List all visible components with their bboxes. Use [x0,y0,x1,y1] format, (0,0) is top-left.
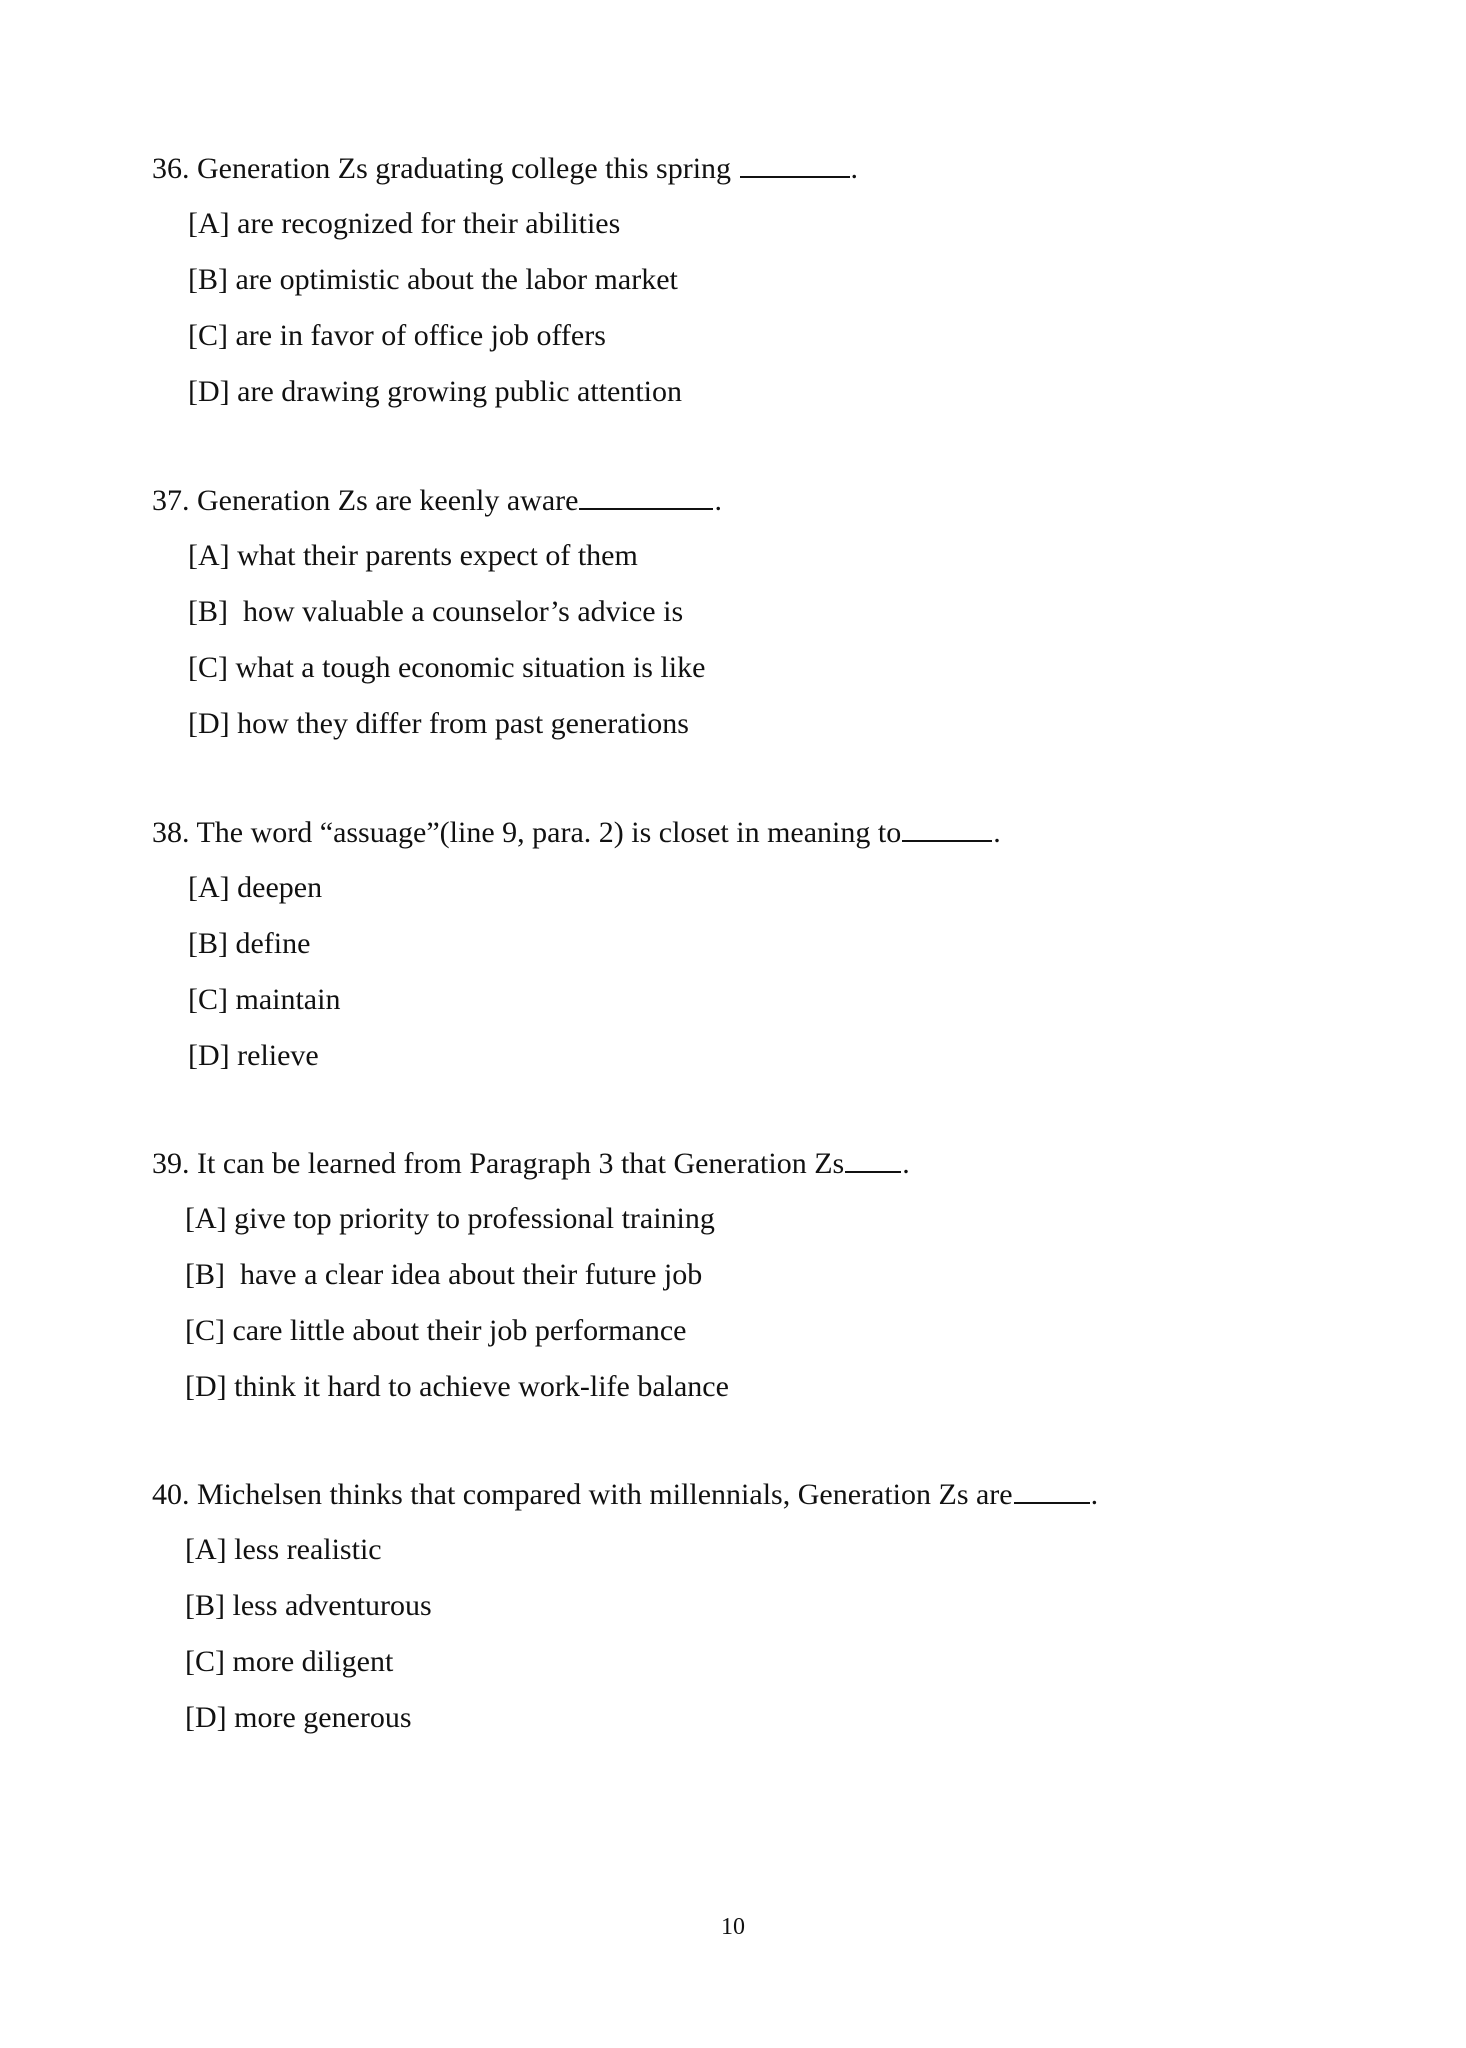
option-list [152,1530,1312,1738]
answer-blank [1014,1474,1090,1504]
option-b: [B] define [188,927,311,960]
option-a: [A] are recognized for their abilities [188,207,621,240]
option-b: [B] have a clear idea about their future job [185,1258,703,1291]
question-end: . [850,152,859,185]
page-number: 10 [721,1914,745,1940]
question-text: 40. Michelsen thinks that compared with millennials, Generation Zs are [152,1478,1013,1511]
option-list [152,204,1312,412]
question-end: . [993,816,1001,849]
question-end: . [1090,1478,1099,1511]
question-stem [152,812,1312,852]
option-b: [B] how valuable a counselor’s advice is [188,595,684,628]
option-d: [D] are drawing growing public attention [188,375,683,408]
option-a: [A] what their parents expect of them [188,539,638,572]
answer-blank [579,480,713,510]
question-39 [152,1143,1312,1407]
option-d: [D] more generous [185,1701,412,1734]
question-36 [152,148,1312,412]
option-d: [D] how they differ from past generations [188,707,689,740]
question-stem [152,1143,1312,1183]
question-stem [152,148,1312,188]
question-text: 37. Generation Zs are keenly aware [152,484,579,517]
option-a: [A] deepen [188,871,323,904]
question-end: . [714,484,722,517]
question-stem [152,480,1312,520]
option-c: [C] maintain [188,983,341,1016]
option-list [152,1199,1312,1407]
answer-blank [740,148,850,178]
question-text: 36. Generation Zs graduating college this spring [152,152,739,185]
option-d: [D] think it hard to achieve work-life balance [185,1370,729,1403]
option-c: [C] are in favor of office job offers [188,319,606,352]
answer-blank [902,812,992,842]
question-end: . [902,1147,910,1180]
question-37 [152,480,1312,744]
option-a: [A] less realistic [185,1533,382,1566]
option-c: [C] what a tough economic situation is like [188,651,706,684]
question-stem [152,1474,1312,1514]
option-b: [B] are optimistic about the labor market [188,263,678,296]
question-38 [152,812,1312,1076]
option-c: [C] care little about their job performance [185,1314,687,1347]
answer-blank [845,1143,901,1173]
question-40 [152,1474,1312,1738]
option-list [152,536,1312,744]
option-list [152,868,1312,1076]
option-d: [D] relieve [188,1039,319,1072]
option-a: [A] give top priority to professional training [185,1202,715,1235]
option-c: [C] more diligent [185,1645,394,1678]
question-text: 39. It can be learned from Paragraph 3 that Generation Zs [152,1147,845,1180]
question-text: 38. The word “assuage”(line 9, para. 2) is closet in meaning to [152,816,902,849]
option-b: [B] less adventurous [185,1589,432,1622]
